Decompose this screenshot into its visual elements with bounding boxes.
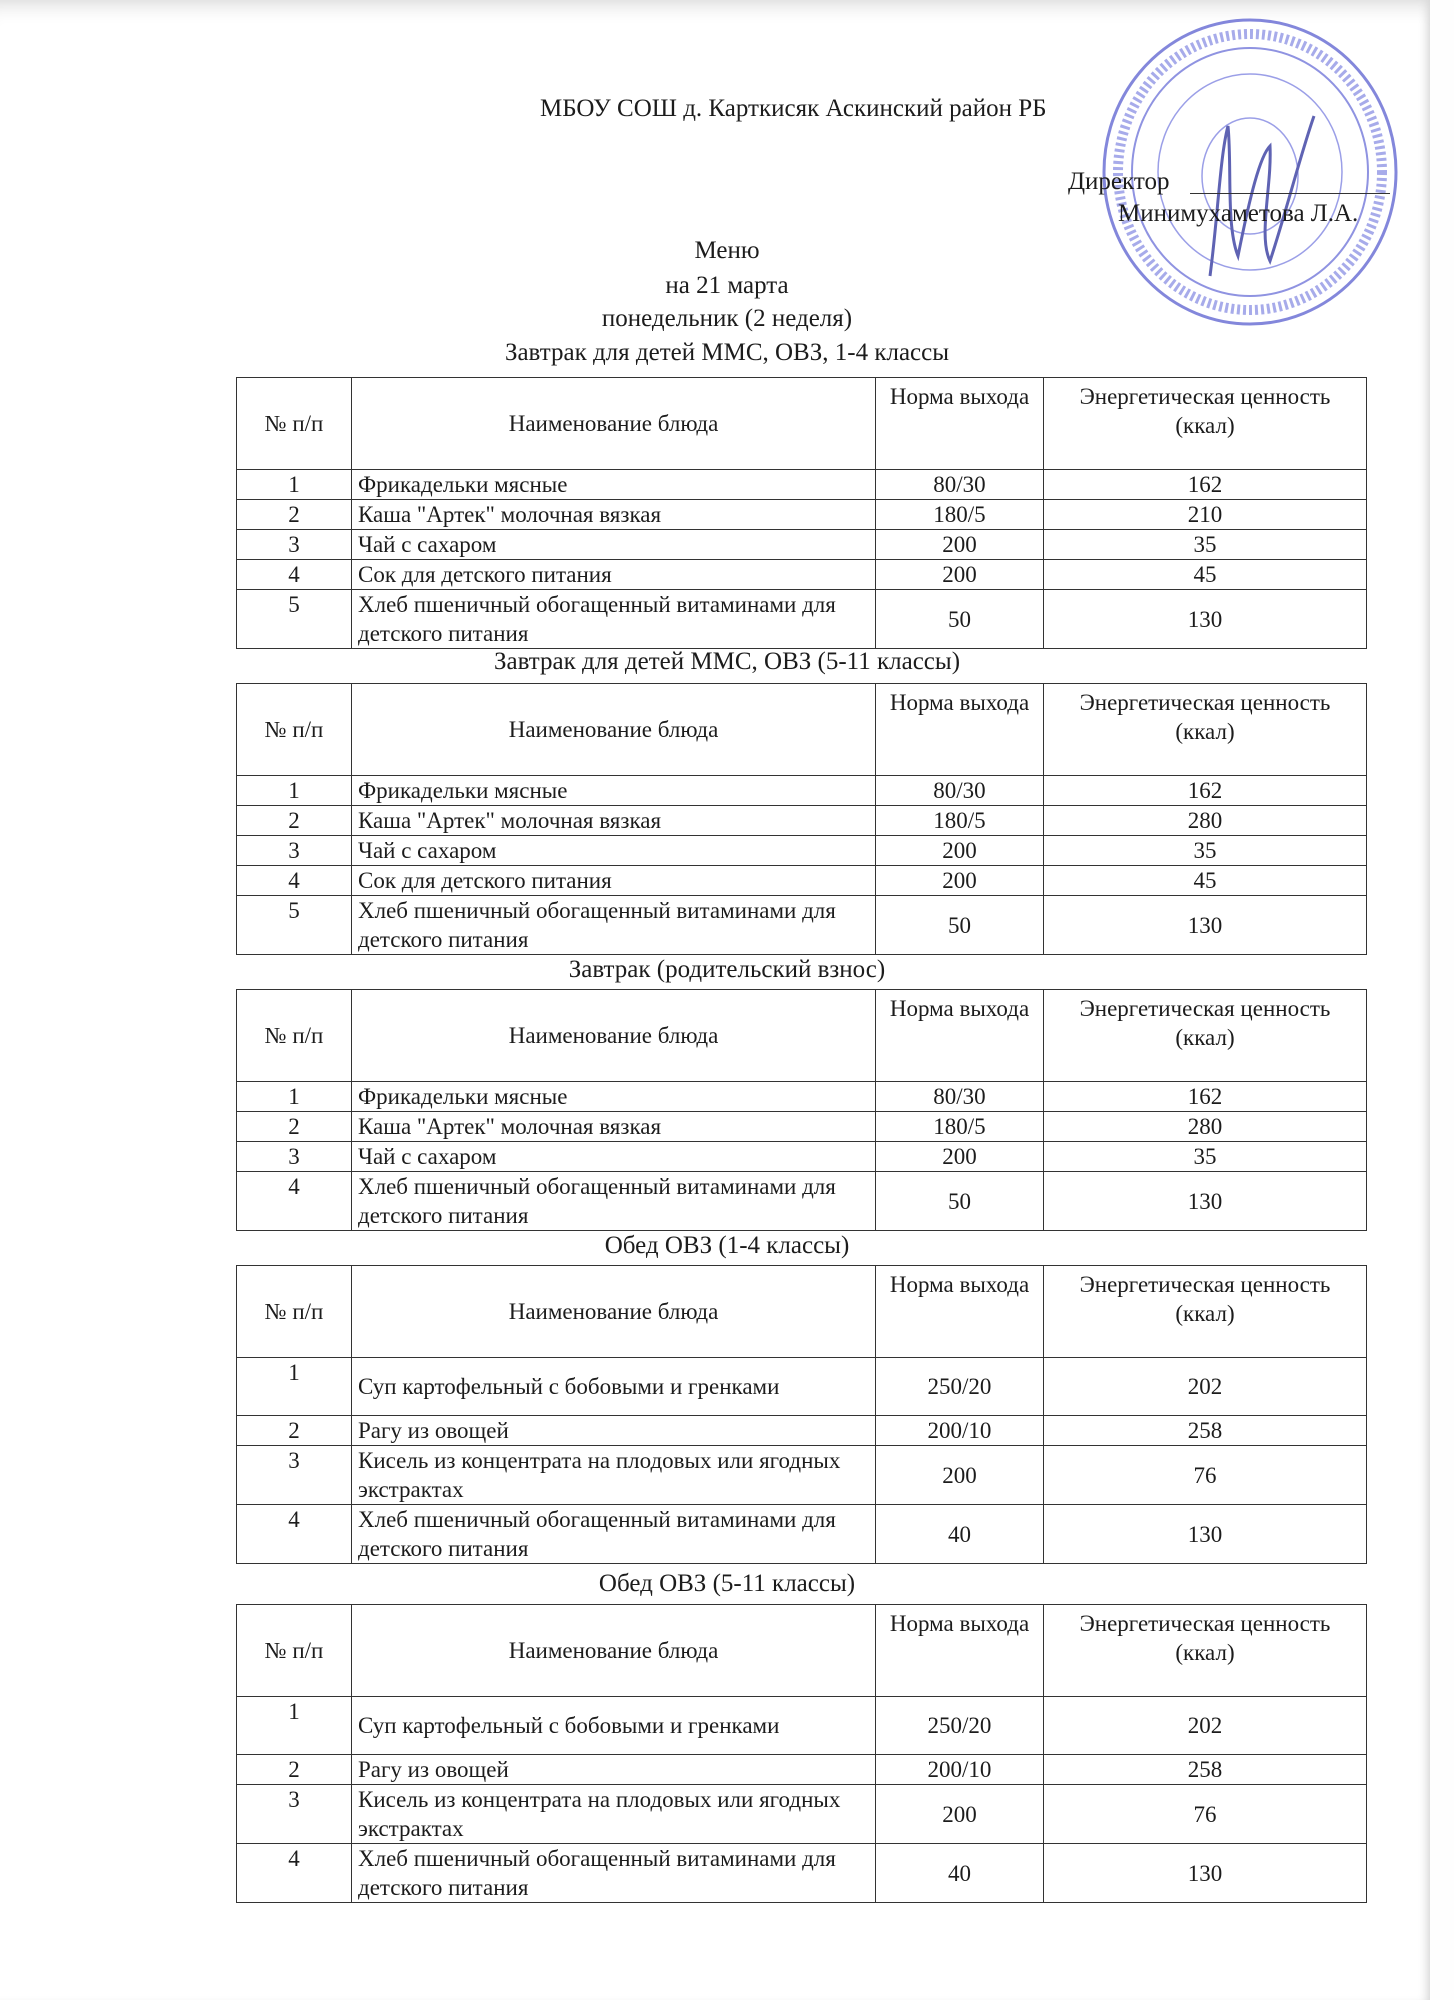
table-header-row xyxy=(237,990,1367,1082)
row-number: 3 xyxy=(237,836,352,866)
row-number: 3 xyxy=(237,1785,352,1844)
energy-kcal: 130 xyxy=(1044,896,1367,955)
dish-name: Каша "Артек" молочная вязкая xyxy=(352,500,876,530)
row-number: 1 xyxy=(237,1697,352,1755)
col-dish-header: Наименование блюда xyxy=(352,1266,876,1358)
menu-date: на 21 марта xyxy=(665,272,789,299)
row-number: 1 xyxy=(237,776,352,806)
table-row xyxy=(237,470,1367,500)
portion-norm: 200 xyxy=(876,1142,1044,1172)
table-row xyxy=(237,806,1367,836)
energy-kcal: 202 xyxy=(1044,1697,1367,1755)
section-title: Завтрак (родительский взнос) xyxy=(568,956,886,983)
energy-kcal: 162 xyxy=(1044,776,1367,806)
table-row xyxy=(237,1112,1367,1142)
menu-table xyxy=(236,1604,1367,1903)
table-row xyxy=(237,896,1367,955)
energy-kcal: 162 xyxy=(1044,470,1367,500)
table-row xyxy=(237,776,1367,806)
dish-name: Каша "Артек" молочная вязкая xyxy=(352,806,876,836)
table-row xyxy=(237,1142,1367,1172)
col-dish-header: Наименование блюда xyxy=(352,1605,876,1697)
dish-name: Хлеб пшеничный обогащенный витаминами для детского питания xyxy=(352,896,876,955)
portion-norm: 200/10 xyxy=(876,1755,1044,1785)
dish-name: Кисель из концентрата на плодовых или ягодных экстрактах xyxy=(352,1785,876,1844)
section-title: Завтрак для детей ММС, ОВЗ (5-11 классы) xyxy=(493,648,961,675)
energy-kcal: 258 xyxy=(1044,1755,1367,1785)
dish-name: Рагу из овощей xyxy=(352,1755,876,1785)
portion-norm: 200/10 xyxy=(876,1416,1044,1446)
dish-name: Фрикадельки мясные xyxy=(352,1082,876,1112)
section-title: Завтрак для детей ММС, ОВЗ, 1-4 классы xyxy=(504,339,950,366)
energy-kcal: 280 xyxy=(1044,1112,1367,1142)
energy-kcal: 76 xyxy=(1044,1446,1367,1505)
energy-kcal: 258 xyxy=(1044,1416,1367,1446)
dish-name: Суп картофельный с бобовыми и гренками xyxy=(352,1358,876,1416)
director-label: Директор xyxy=(1068,168,1170,195)
dish-name: Кисель из концентрата на плодовых или ягодных экстрактах xyxy=(352,1446,876,1505)
row-number: 4 xyxy=(237,1172,352,1231)
dish-name: Чай с сахаром xyxy=(352,1142,876,1172)
col-kcal-header: Энергетическая ценность (ккал) xyxy=(1044,378,1367,470)
menu-table xyxy=(236,683,1367,955)
col-number-header: № п/п xyxy=(237,990,352,1082)
dish-name: Суп картофельный с бобовыми и гренками xyxy=(352,1697,876,1755)
portion-norm: 250/20 xyxy=(876,1358,1044,1416)
energy-kcal: 45 xyxy=(1044,866,1367,896)
dish-name: Хлеб пшеничный обогащенный витаминами для детского питания xyxy=(352,1505,876,1564)
col-norm-header: Норма выхода xyxy=(876,990,1044,1082)
row-number: 2 xyxy=(237,806,352,836)
menu-table xyxy=(236,1265,1367,1564)
col-norm-header: Норма выхода xyxy=(876,1266,1044,1358)
portion-norm: 40 xyxy=(876,1844,1044,1903)
table-row xyxy=(237,1505,1367,1564)
table-row xyxy=(237,1446,1367,1505)
row-number: 3 xyxy=(237,530,352,560)
energy-kcal: 130 xyxy=(1044,1172,1367,1231)
row-number: 2 xyxy=(237,1755,352,1785)
table-row xyxy=(237,1755,1367,1785)
portion-norm: 200 xyxy=(876,836,1044,866)
portion-norm: 200 xyxy=(876,530,1044,560)
signature-line xyxy=(1190,193,1390,194)
table-header-row xyxy=(237,1266,1367,1358)
director-name: Минимухаметова Л.А. xyxy=(1118,200,1359,227)
energy-kcal: 210 xyxy=(1044,500,1367,530)
col-number-header: № п/п xyxy=(237,1266,352,1358)
row-number: 4 xyxy=(237,866,352,896)
energy-kcal: 162 xyxy=(1044,1082,1367,1112)
col-number-header: № п/п xyxy=(237,684,352,776)
portion-norm: 200 xyxy=(876,1446,1044,1505)
portion-norm: 200 xyxy=(876,560,1044,590)
table-row xyxy=(237,1082,1367,1112)
row-number: 2 xyxy=(237,500,352,530)
row-number: 2 xyxy=(237,1112,352,1142)
dish-name: Сок для детского питания xyxy=(352,866,876,896)
school-name: МБОУ СОШ д. Карткисяк Аскинский район РБ xyxy=(540,95,1047,122)
energy-kcal: 35 xyxy=(1044,530,1367,560)
portion-norm: 200 xyxy=(876,866,1044,896)
col-norm-header: Норма выхода xyxy=(876,1605,1044,1697)
energy-kcal: 45 xyxy=(1044,560,1367,590)
table-header-row xyxy=(237,378,1367,470)
row-number: 3 xyxy=(237,1446,352,1505)
dish-name: Чай с сахаром xyxy=(352,530,876,560)
menu-table xyxy=(236,377,1367,649)
dish-name: Хлеб пшеничный обогащенный витаминами для детского питания xyxy=(352,1172,876,1231)
energy-kcal: 130 xyxy=(1044,1505,1367,1564)
row-number: 1 xyxy=(237,470,352,500)
col-dish-header: Наименование блюда xyxy=(352,684,876,776)
dish-name: Хлеб пшеничный обогащенный витаминами для детского питания xyxy=(352,590,876,649)
table-row xyxy=(237,560,1367,590)
portion-norm: 80/30 xyxy=(876,470,1044,500)
portion-norm: 50 xyxy=(876,896,1044,955)
energy-kcal: 76 xyxy=(1044,1785,1367,1844)
dish-name: Сок для детского питания xyxy=(352,560,876,590)
dish-name: Фрикадельки мясные xyxy=(352,776,876,806)
energy-kcal: 130 xyxy=(1044,1844,1367,1903)
energy-kcal: 35 xyxy=(1044,1142,1367,1172)
table-header-row xyxy=(237,1605,1367,1697)
table-header-row xyxy=(237,684,1367,776)
menu-table xyxy=(236,989,1367,1231)
dish-name: Каша "Артек" молочная вязкая xyxy=(352,1112,876,1142)
portion-norm: 200 xyxy=(876,1785,1044,1844)
row-number: 5 xyxy=(237,590,352,649)
portion-norm: 80/30 xyxy=(876,1082,1044,1112)
table-row xyxy=(237,866,1367,896)
portion-norm: 180/5 xyxy=(876,1112,1044,1142)
section-title: Обед ОВЗ (1-4 классы) xyxy=(604,1232,850,1259)
row-number: 1 xyxy=(237,1082,352,1112)
row-number: 4 xyxy=(237,560,352,590)
energy-kcal: 202 xyxy=(1044,1358,1367,1416)
col-kcal-header: Энергетическая ценность (ккал) xyxy=(1044,684,1367,776)
portion-norm: 50 xyxy=(876,1172,1044,1231)
col-norm-header: Норма выхода xyxy=(876,684,1044,776)
row-number: 2 xyxy=(237,1416,352,1446)
energy-kcal: 130 xyxy=(1044,590,1367,649)
portion-norm: 180/5 xyxy=(876,500,1044,530)
table-row xyxy=(237,1358,1367,1416)
portion-norm: 40 xyxy=(876,1505,1044,1564)
dish-name: Хлеб пшеничный обогащенный витаминами для детского питания xyxy=(352,1844,876,1903)
table-row xyxy=(237,590,1367,649)
dish-name: Рагу из овощей xyxy=(352,1416,876,1446)
table-row xyxy=(237,1172,1367,1231)
section-title: Обед ОВЗ (5-11 классы) xyxy=(598,1570,856,1597)
energy-kcal: 280 xyxy=(1044,806,1367,836)
col-dish-header: Наименование блюда xyxy=(352,378,876,470)
row-number: 3 xyxy=(237,1142,352,1172)
table-row xyxy=(237,530,1367,560)
row-number: 1 xyxy=(237,1358,352,1416)
row-number: 5 xyxy=(237,896,352,955)
col-number-header: № п/п xyxy=(237,1605,352,1697)
col-kcal-header: Энергетическая ценность (ккал) xyxy=(1044,990,1367,1082)
col-kcal-header: Энергетическая ценность (ккал) xyxy=(1044,1605,1367,1697)
row-number: 4 xyxy=(237,1844,352,1903)
table-row xyxy=(237,1416,1367,1446)
dish-name: Фрикадельки мясные xyxy=(352,470,876,500)
portion-norm: 80/30 xyxy=(876,776,1044,806)
portion-norm: 180/5 xyxy=(876,806,1044,836)
energy-kcal: 35 xyxy=(1044,836,1367,866)
menu-day: понедельник (2 неделя) xyxy=(601,305,853,332)
dish-name: Чай с сахаром xyxy=(352,836,876,866)
col-norm-header: Норма выхода xyxy=(876,378,1044,470)
row-number: 4 xyxy=(237,1505,352,1564)
table-row xyxy=(237,1785,1367,1844)
col-number-header: № п/п xyxy=(237,378,352,470)
col-dish-header: Наименование блюда xyxy=(352,990,876,1082)
table-row xyxy=(237,1697,1367,1755)
col-kcal-header: Энергетическая ценность (ккал) xyxy=(1044,1266,1367,1358)
table-row xyxy=(237,500,1367,530)
table-row xyxy=(237,836,1367,866)
menu-title: Меню xyxy=(694,237,760,264)
table-row xyxy=(237,1844,1367,1903)
portion-norm: 250/20 xyxy=(876,1697,1044,1755)
portion-norm: 50 xyxy=(876,590,1044,649)
